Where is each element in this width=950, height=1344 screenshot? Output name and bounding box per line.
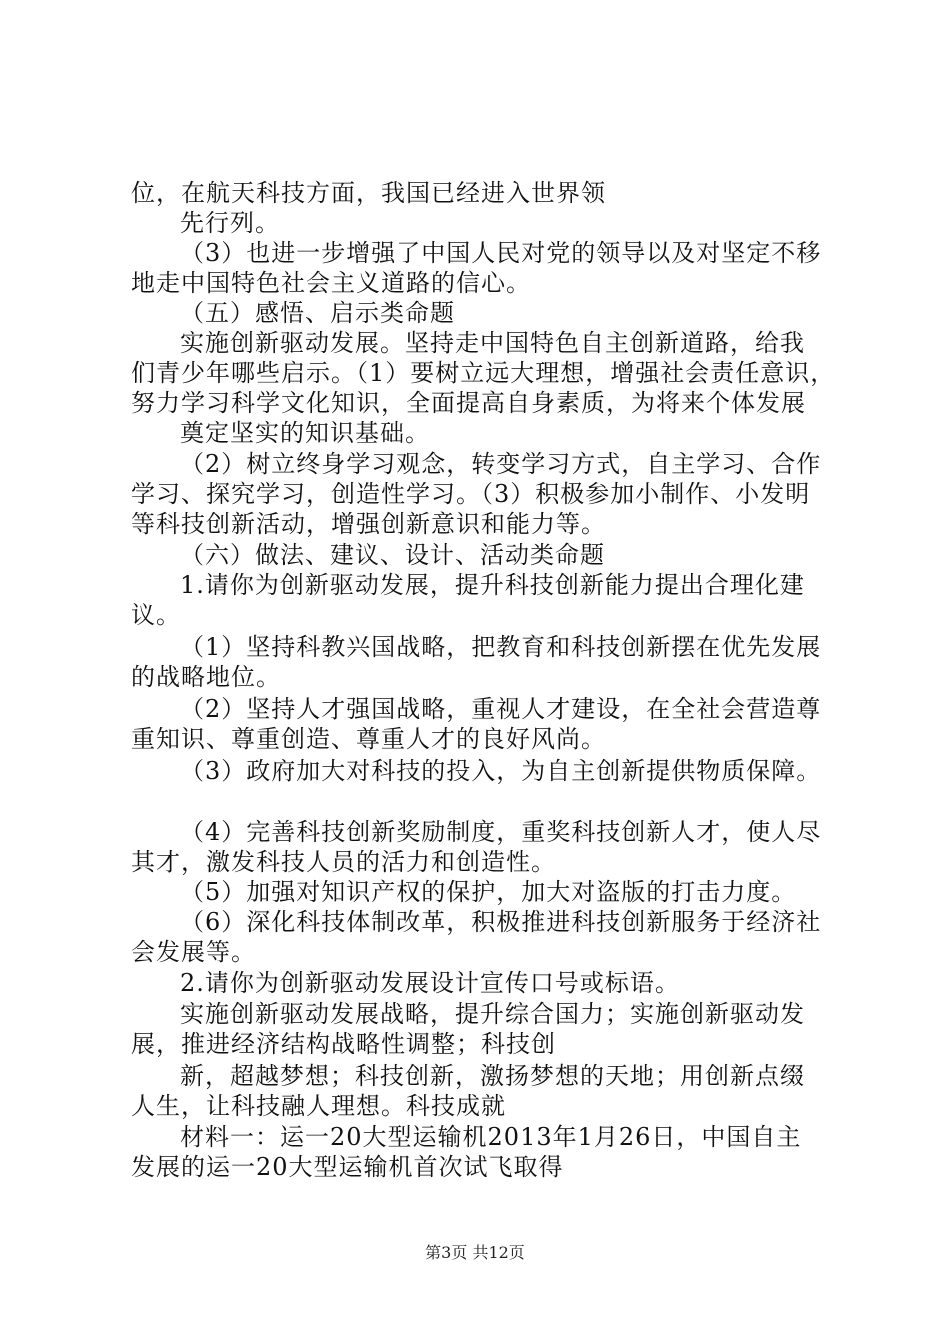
text-line: 等科技创新活动，增强创新意识和能力等。 bbox=[131, 510, 606, 538]
text-line: 新，超越梦想；科技创新，激扬梦想的天地；用创新点缀 bbox=[180, 1062, 805, 1090]
text-line: 展，推进经济结构战略性调整；科技创 bbox=[131, 1030, 556, 1058]
text-line: （4）完善科技创新奖励制度，重奖科技创新人才，使人尽 bbox=[180, 818, 822, 846]
text-line: 们青少年哪些启示。（1）要树立远大理想，增强社会责任意识， bbox=[131, 359, 836, 387]
text-line: 会发展等。 bbox=[131, 938, 256, 966]
text-line: （5）加强对知识产权的保护，加大对盗版的打击力度。 bbox=[180, 878, 797, 906]
text-line: 位，在航天科技方面，我国已经进入世界领 bbox=[131, 179, 606, 207]
text-line: 1.请你为创新驱动发展，提升科技创新能力提出合理化建 bbox=[180, 571, 805, 599]
text-line: 发展的运一20大型运输机首次试飞取得 bbox=[131, 1153, 564, 1181]
text-line: （2）坚持人才强国战略，重视人才建设，在全社会营造尊 bbox=[180, 695, 822, 723]
text-line: 地走中国特色社会主义道路的信心。 bbox=[131, 269, 531, 297]
text-line: 人生，让科技融人理想。科技成就 bbox=[131, 1092, 506, 1120]
text-line: 2.请你为创新驱动发展设计宣传口号或标语。 bbox=[180, 969, 680, 997]
text-line: （3）政府加大对科技的投入，为自主创新提供物质保障。 bbox=[180, 757, 822, 785]
text-line: 议。 bbox=[131, 601, 181, 629]
text-line: 先行列。 bbox=[180, 209, 280, 237]
text-line: （3）也进一步增强了中国人民对党的领导以及对坚定不移 bbox=[180, 239, 822, 267]
text-line: 实施创新驱动发展。坚持走中国特色自主创新道路，给我 bbox=[180, 329, 805, 357]
text-line: 的战略地位。 bbox=[131, 663, 281, 691]
text-line: （6）深化科技体制改革，积极推进科技创新服务于经济社 bbox=[180, 908, 822, 936]
page-number-footer: 第3页 共12页 bbox=[425, 1243, 525, 1262]
text-line: 奠定坚实的知识基础。 bbox=[180, 419, 430, 447]
text-line: 学习、探究学习，创造性学习。（3）积极参加小制作、小发明 bbox=[131, 480, 811, 508]
text-line: 实施创新驱动发展战略，提升综合国力；实施创新驱动发 bbox=[180, 1000, 805, 1028]
text-line: （1）坚持科教兴国战略，把教育和科技创新摆在优先发展 bbox=[180, 633, 822, 661]
section-heading: （六）做法、建议、设计、活动类命题 bbox=[180, 541, 605, 569]
section-heading: （五）感悟、启示类命题 bbox=[180, 299, 455, 327]
text-line: 努力学习科学文化知识，全面提高自身素质，为将来个体发展 bbox=[131, 389, 806, 417]
text-line: 材料一：运一20大型运输机2013年1月26日，中国自主 bbox=[180, 1123, 802, 1151]
text-line: （2）树立终身学习观念，转变学习方式，自主学习、合作 bbox=[180, 450, 822, 478]
text-line: 其才，激发科技人员的活力和创造性。 bbox=[131, 848, 556, 876]
text-line: 重知识、尊重创造、尊重人才的良好风尚。 bbox=[131, 725, 606, 753]
